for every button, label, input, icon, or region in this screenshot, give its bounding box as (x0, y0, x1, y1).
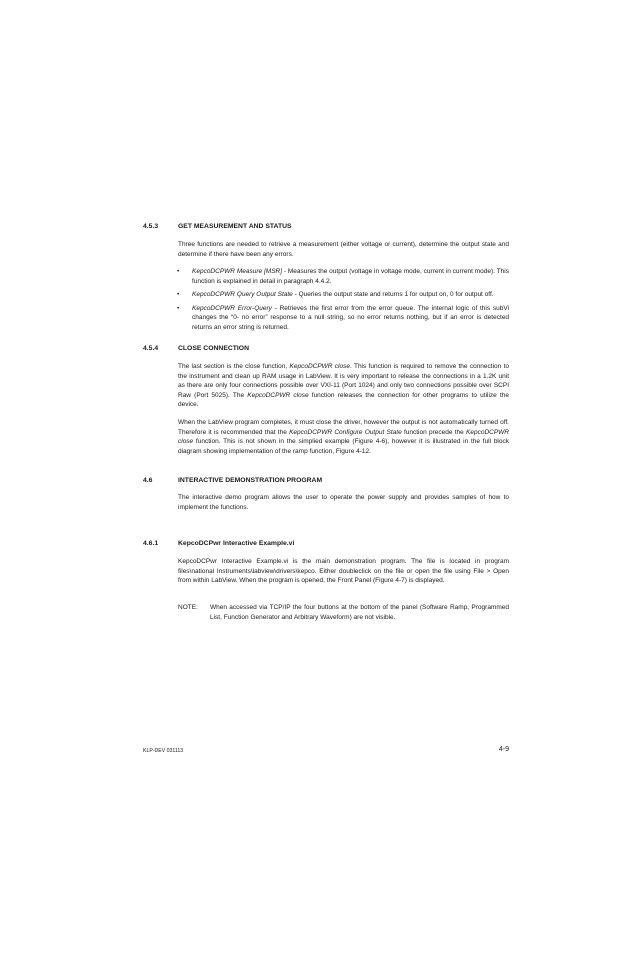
section-number: 4.5.3 (143, 223, 159, 230)
list-item: • KepcoDCPWR Query Output State - Queries the output state and returns 1 for output on, 0 for output off. (177, 291, 494, 299)
page-number: 4-9 (498, 746, 509, 753)
section-number: 4.5.4 (143, 345, 159, 352)
section-4-5-3-heading (143, 222, 509, 231)
section-number: 4.6 (143, 477, 153, 484)
section-4-5-4-paragraph-2: When the LabView program completes, it must close the driver, however the output is not automatically turned off. Therefore it is recommended that the KepcoDCPWR Configure Output State function precede the KepcoDCPWR close function. This is not shown in the simplied example (Figure 4-6), however it is illustrated in the full block diagram showing implementation of the ramp function, Figure 4-12. (178, 419, 509, 455)
section-4-5-3-intro: Three functions are needed to retrieve a measurement (either voltage or current), determine the output state and determine if there have been any errors. (178, 241, 509, 258)
section-4-6-heading (143, 476, 509, 485)
function-list (177, 267, 509, 337)
footer-document-id: KLP-DEV 031113 (143, 748, 184, 754)
section-4-5-4-heading (143, 344, 509, 353)
list-item: • KepcoDCPWR Error-Query - Retrieves the first error from the error queue. The internal logic of this subVi changes the “0- no error” response to a null string, so no error returns nothing, but if an error is detected returns an error string is returned. (177, 304, 509, 331)
section-title: GET MEASUREMENT AND STATUS (178, 223, 292, 230)
note-label: NOTE: (178, 604, 198, 611)
section-title: KepcoDCPwr Interactive Example.vi (178, 540, 295, 547)
section-4-5-4-paragraph-1: The last section is the close function, KepcoDCPWR close. This function is required to remove the connection to the instrument and clean up RAM usage in LabView. It is very important to release the connections in a 1.2K unit as there are only four connections possible over VXI-11 (Port 1024) and only two connections possible over SCPI Raw (Port 5025). The KepcoDCPWR close function releases the connection for other programs to utilize the device. (178, 363, 509, 409)
section-4-6-1-heading (143, 539, 509, 548)
section-number: 4.6.1 (143, 540, 159, 547)
note-block (178, 603, 509, 622)
section-title: INTERACTIVE DEMONSTRATION PROGRAM (178, 477, 323, 484)
note-text: When accessed via TCP/IP the four buttons at the bottom of the panel (Software Ramp, Programmed List, Function Generator and Arbitrary Waveform) are not visible. (210, 604, 509, 621)
section-title: CLOSE CONNECTION (178, 345, 249, 352)
section-4-6-1-paragraph: KepcoDCPwr Interactive Example.vi is the main demonstration program. The file is located in program files\national Instruments\labview\drivers\kepco. Either doubleclick on the file or open the file using File > Open from within LabView. When the program is opened, the Front Panel (Figure 4-7) is displayed. (178, 558, 509, 585)
section-4-6-paragraph: The interactive demo program allows the user to operate the power supply and provides samples of how to implement the functions. (178, 494, 509, 511)
list-item: • KepcoDCPWR Measure [MSR] - Measures the output (voltage in voltage mode, current in current mode). This function is explained in detail in paragraph 4.4.2. (177, 268, 509, 285)
